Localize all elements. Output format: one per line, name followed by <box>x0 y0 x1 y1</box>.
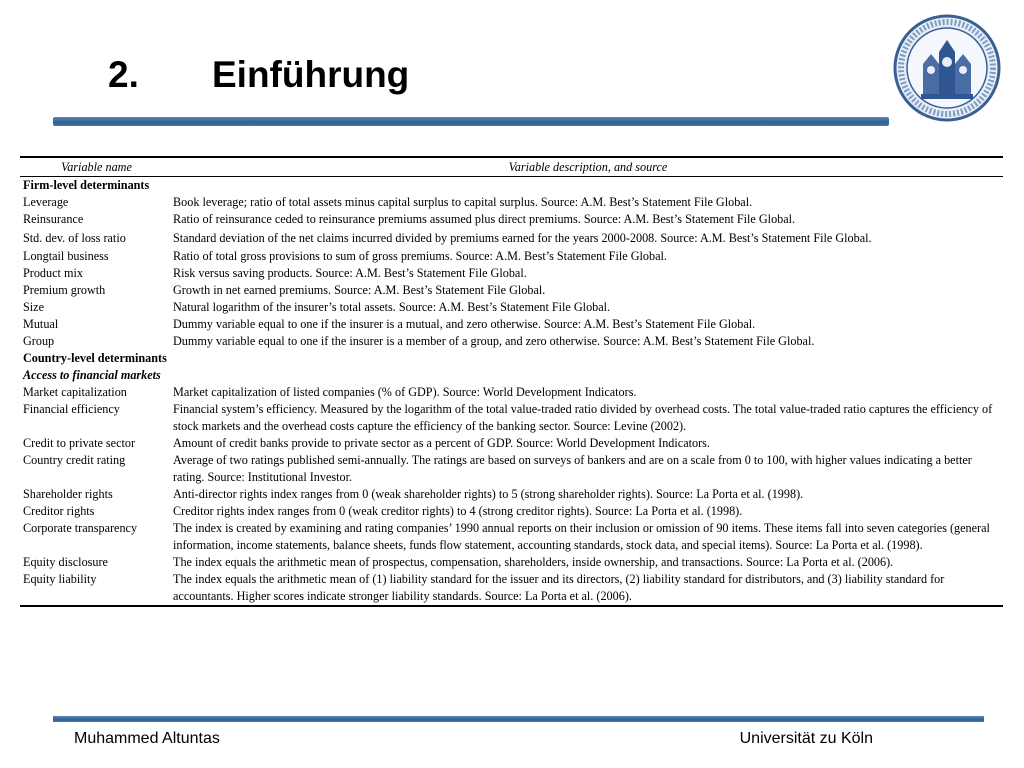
title-divider <box>53 117 889 126</box>
variable-description: Average of two ratings published semi-annually. The ratings are based on surveys of bankers and are on a scale from 0 to 100, with higher values indicating a better rating. Source: Institutional Investor. <box>173 453 972 484</box>
table-row <box>20 194 1003 211</box>
variable-name: Credit to private sector <box>23 436 136 450</box>
variable-name: Equity disclosure <box>23 555 108 569</box>
variable-name: Equity liability <box>23 572 97 586</box>
variable-description: Growth in net earned premiums. Source: A.M. Best’s Statement File Global. <box>173 283 546 297</box>
variable-name: Shareholder rights <box>23 487 113 501</box>
column-header-name: Variable name <box>61 160 132 174</box>
column-header-description: Variable description, and source <box>508 160 668 174</box>
variable-description: Dummy variable equal to one if the insurer is a mutual, and zero otherwise. Source: A.M. Best’s Statement File Global. <box>173 317 756 331</box>
variable-name: Group <box>23 334 55 348</box>
variable-name: Product mix <box>23 266 83 280</box>
table-row <box>20 211 1003 228</box>
variable-description: Dummy variable equal to one if the insurer is a member of a group, and zero otherwise. Source: A.M. Best’s Statement File Global. <box>173 334 815 348</box>
variable-name: Mutual <box>23 317 59 331</box>
section-firm-level: Firm-level determinants <box>23 178 150 192</box>
footer-divider <box>53 716 984 722</box>
variable-description: Risk versus saving products. Source: A.M. Best’s Statement File Global. <box>173 266 527 280</box>
table-row <box>20 299 1003 316</box>
section-country-level: Country-level determinants <box>23 351 167 365</box>
table-row <box>20 384 1003 401</box>
university-seal-icon <box>893 14 1001 122</box>
table-row <box>20 486 1003 503</box>
variable-description: Ratio of reinsurance ceded to reinsurance premiums assumed plus direct premiums. Source: A.M. Best’s Statement File Global. <box>173 212 796 226</box>
variable-name: Reinsurance <box>23 212 84 226</box>
section-title: Einführung <box>212 54 410 95</box>
table-row <box>20 316 1003 333</box>
table-row <box>20 452 1003 486</box>
variable-description: Amount of credit banks provide to private sector as a percent of GDP. Source: World Development Indicators. <box>173 436 710 450</box>
variable-description: Creditor rights index ranges from 0 (weak creditor rights) to 4 (strong creditor rights). Source: La Porta et al. (1998). <box>173 504 743 518</box>
variable-name: Longtail business <box>23 249 109 263</box>
table-row <box>20 435 1003 452</box>
variable-name: Corporate transparency <box>23 521 138 535</box>
table-row <box>20 282 1003 299</box>
variable-name: Market capitalization <box>23 385 127 399</box>
table-row <box>20 503 1003 520</box>
table-row <box>20 265 1003 282</box>
table-row <box>20 228 1003 248</box>
footer-author: Muhammed Altuntas <box>74 730 220 747</box>
variable-name: Country credit rating <box>23 453 126 467</box>
variable-name: Leverage <box>23 195 69 209</box>
subsection-access: Access to financial markets <box>23 368 161 382</box>
variable-description: Ratio of total gross provisions to sum of gross premiums. Source: A.M. Best’s Statement File Global. <box>173 249 667 263</box>
table-row <box>20 520 1003 554</box>
variable-name: Premium growth <box>23 283 106 297</box>
variable-description: Financial system’s efficiency. Measured by the logarithm of the total value-traded ratio divided by overhead costs. The total value-traded ratio captures the efficiency of stock markets and the overhead costs capture the efficiency of the banking sector. Source: Levine (2002). <box>173 402 993 433</box>
variable-name: Creditor rights <box>23 504 95 518</box>
table-row <box>20 248 1003 265</box>
section-number: 2. <box>108 54 139 95</box>
variable-description: Book leverage; ratio of total assets minus capital surplus to capital surplus. Source: A.M. Best’s Statement File Global. <box>173 195 753 209</box>
variable-description: The index is created by examining and rating companies’ 1990 annual reports on their inclusion or omission of 90 items. These items fall into seven categories (general information, income statements, balance sheets, funds flow statement, accounting standards, stock data, and special items). Source: La Porta et al. (1998). <box>173 521 990 552</box>
variable-description: The index equals the arithmetic mean of (1) liability standard for the issuer and its directors, (2) liability standard for distributors, and (3) liability standard for accountants. Higher scores indicate stronger liability standards. Source: La Porta et al. (2006). <box>173 572 945 603</box>
table-row <box>20 571 1003 605</box>
variable-name: Financial efficiency <box>23 402 120 416</box>
variable-name: Std. dev. of loss ratio <box>23 231 126 245</box>
variable-name: Size <box>23 300 44 314</box>
variable-description: Natural logarithm of the insurer’s total assets. Source: A.M. Best’s Statement File Global. <box>173 300 611 314</box>
variable-description: Standard deviation of the net claims incurred divided by premiums earned for the years 2000-2008. Source: A.M. Best’s Statement File Global. <box>173 231 872 245</box>
variable-description: Anti-director rights index ranges from 0 (weak shareholder rights) to 5 (strong shareholder rights). Source: La Porta et al. (1998). <box>173 487 804 501</box>
footer-institution: Universität zu Köln <box>739 730 873 747</box>
table-row <box>20 401 1003 435</box>
table-row <box>20 333 1003 350</box>
variable-description: The index equals the arithmetic mean of prospectus, compensation, shareholders, inside ownership, and transactions. Source: La Porta et al. (2006). <box>173 555 894 569</box>
table-header <box>20 158 1003 177</box>
variable-description: Market capitalization of listed companies (% of GDP). Source: World Development Indicators. <box>173 385 637 399</box>
variables-table <box>20 156 1003 607</box>
table-row <box>20 554 1003 571</box>
slide-title <box>108 54 409 96</box>
